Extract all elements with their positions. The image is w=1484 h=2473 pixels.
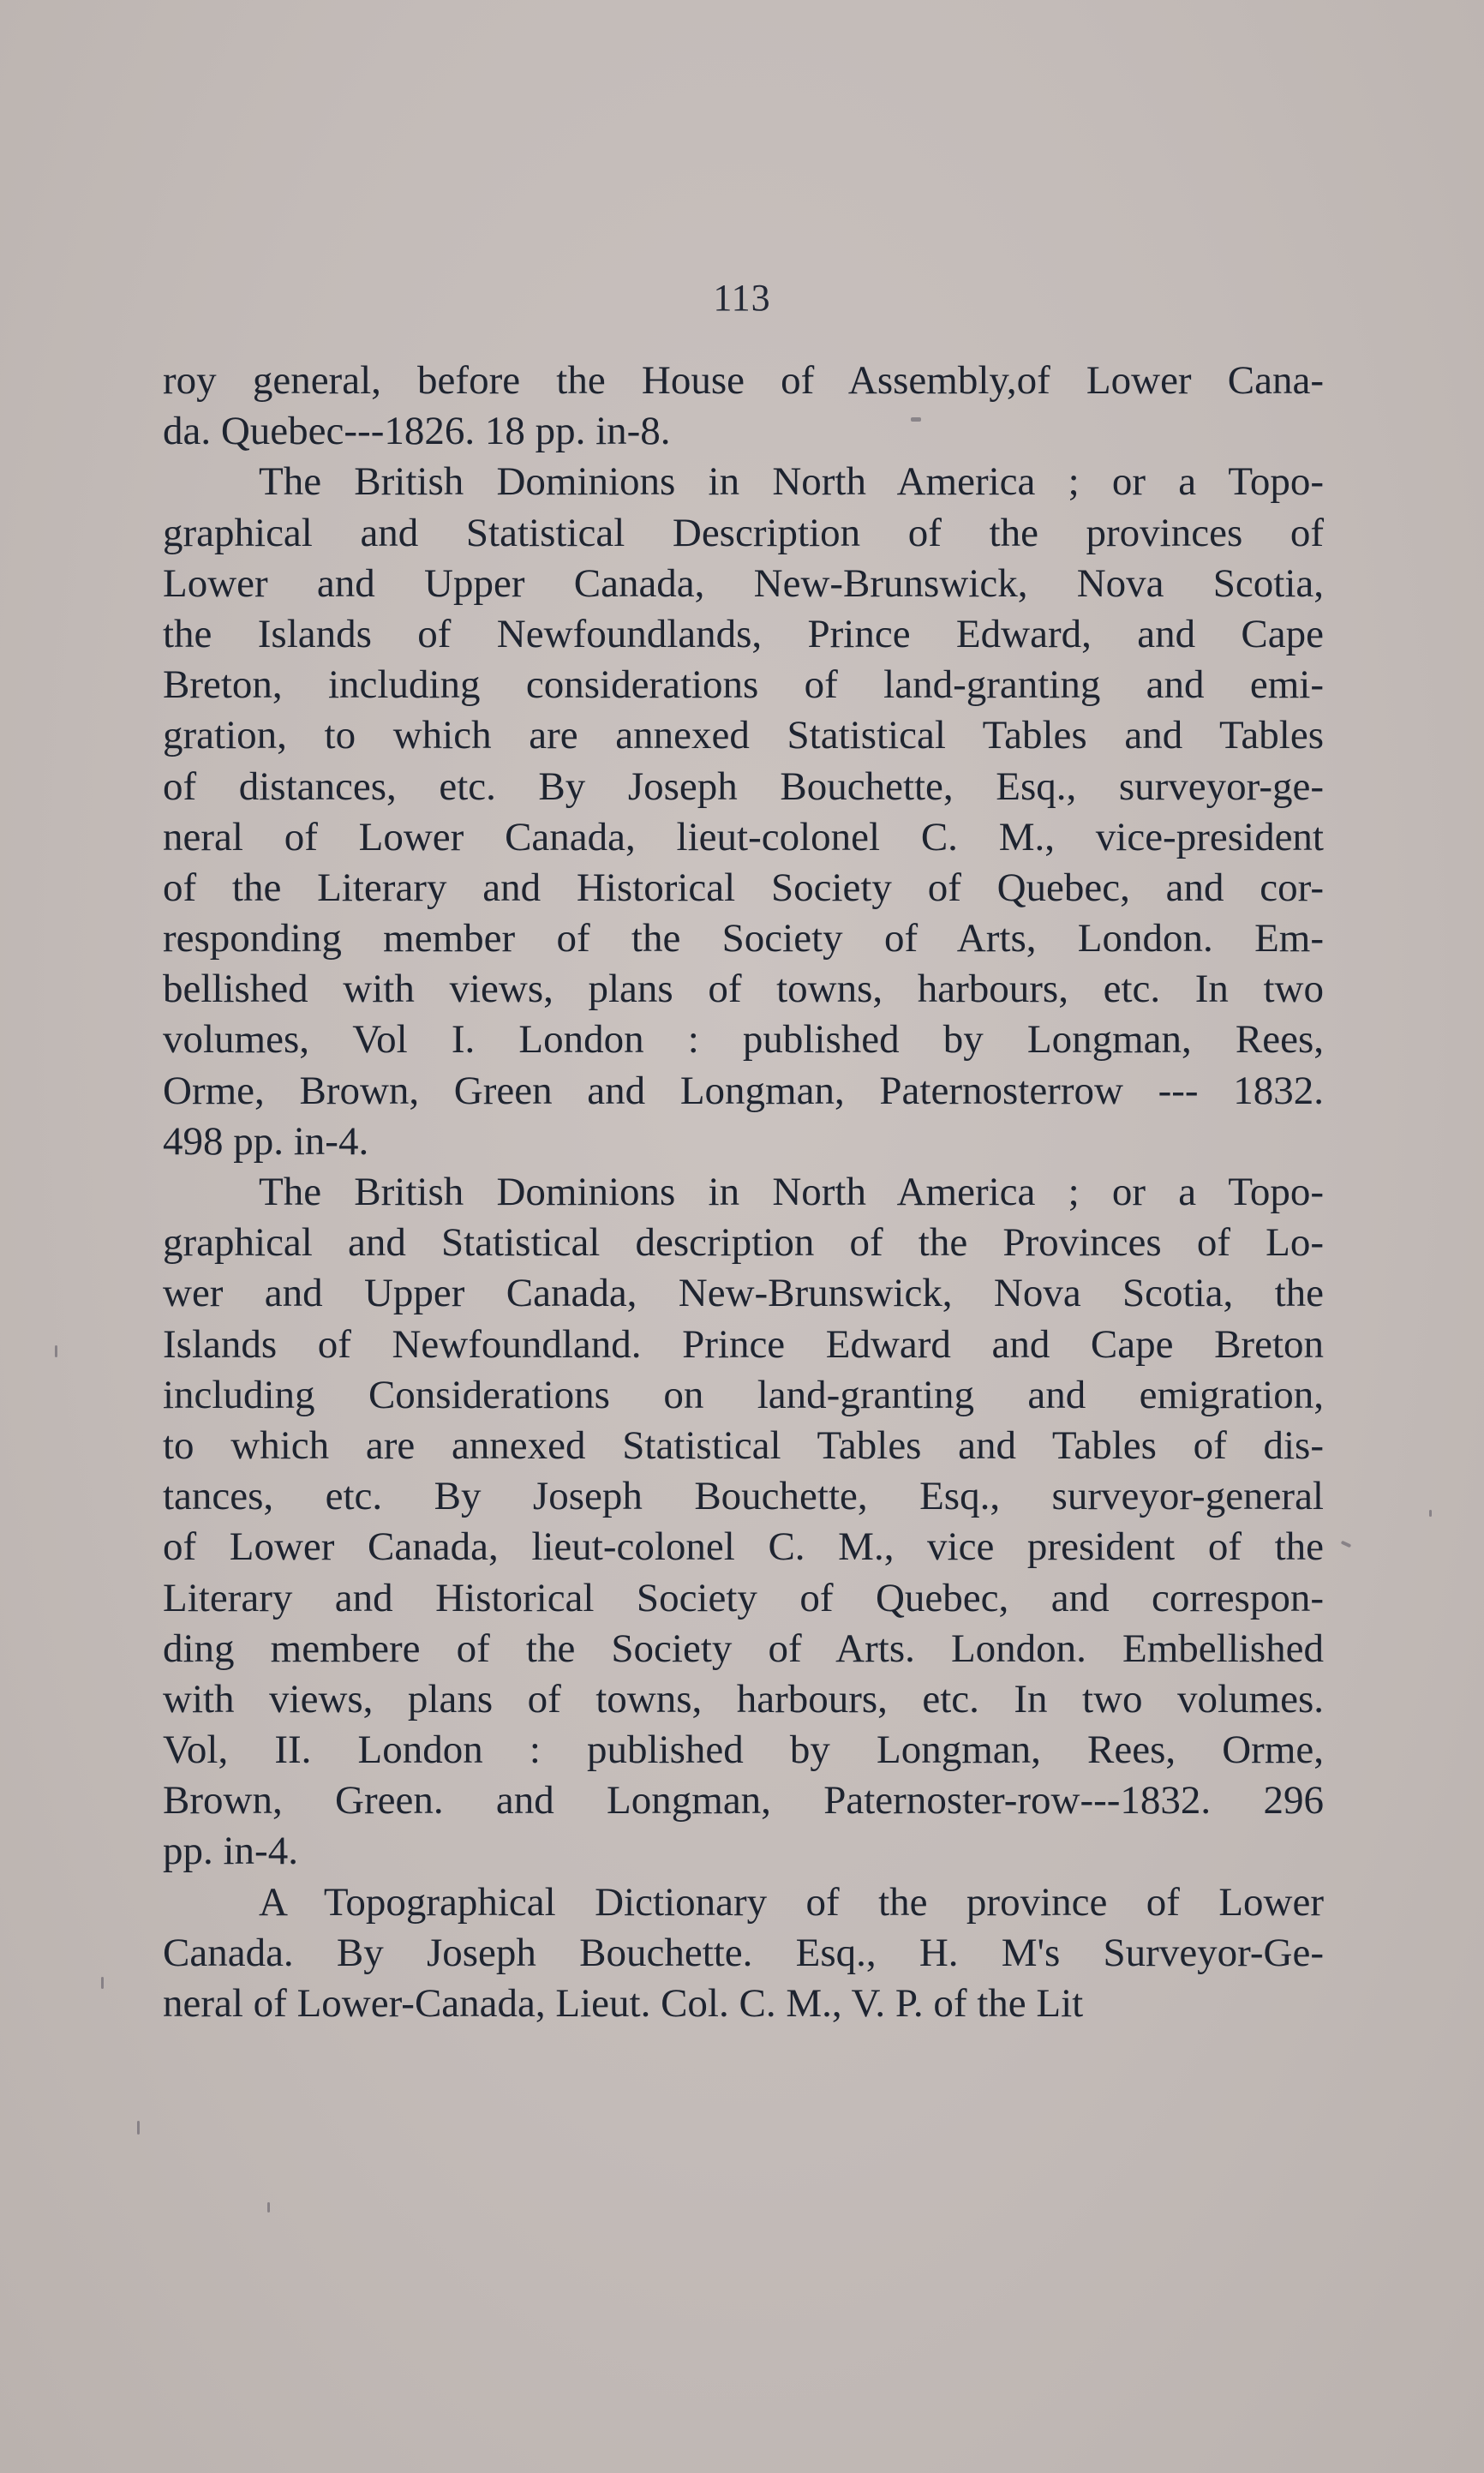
paper-speck bbox=[101, 1977, 104, 1989]
text-line: tances, etc. By Joseph Bouchette, Esq., surveyor-general bbox=[163, 1474, 1324, 1519]
text-line: of the Literary and Historical Society of Quebec, and cor- bbox=[163, 865, 1324, 910]
text-line: Breton, including considerations of land-granting and emi- bbox=[163, 662, 1324, 708]
text-line: responding member of the Society of Arts, London. Em- bbox=[163, 916, 1324, 961]
text-line: The British Dominions in North America ; or a Topo- bbox=[259, 459, 1324, 505]
text-line: neral of Lower Canada, lieut-colonel C. M., vice-president bbox=[163, 814, 1324, 859]
text-line: roy general, before the House of Assembly,of Lower Cana- bbox=[163, 358, 1324, 403]
text-line: Islands of Newfoundland. Prince Edward and Cape Breton bbox=[163, 1321, 1324, 1367]
text-line: including Considerations on land-granting and emigration, bbox=[163, 1372, 1324, 1417]
paper-speck bbox=[55, 1345, 57, 1357]
text-line: bellished with views, plans of towns, harbours, etc. In two bbox=[163, 967, 1324, 1012]
text-line: The British Dominions in North America ; or a Topo- bbox=[259, 1170, 1324, 1214]
text-line: wer and Upper Canada, New-Brunswick, Nova Scotia, the bbox=[163, 1271, 1324, 1316]
text-line: Vol, II. London : published by Longman, Rees, Orme, bbox=[163, 1728, 1324, 1773]
text-line: Lower and Upper Canada, New-Brunswick, Nova Scotia, bbox=[163, 560, 1324, 606]
text-line: graphical and Statistical description of the Provinces of Lo- bbox=[163, 1220, 1324, 1266]
text-line: of distances, etc. By Joseph Bouchette, Esq., surveyor-ge- bbox=[163, 763, 1324, 809]
text-line: A Topographical Dictionary of the province of Lower bbox=[259, 1879, 1324, 1925]
text-line: 498 pp. in-4. bbox=[163, 1118, 369, 1164]
text-line: Orme, Brown, Green and Longman, Paternosterrow --- 1832. bbox=[163, 1068, 1324, 1113]
body-text bbox=[163, 356, 1324, 2029]
text-line: gration, to which are annexed Statistical Tables and Tables bbox=[163, 713, 1324, 758]
text-line: ding membere of the Society of Arts. London. Embellished bbox=[163, 1626, 1324, 1671]
paper-speck bbox=[911, 417, 921, 422]
paper-speck bbox=[137, 2121, 140, 2135]
text-line: neral of Lower-Canada, Lieut. Col. C. M., V. P. of the Lit bbox=[163, 1981, 1084, 2026]
paper-speck bbox=[267, 2202, 270, 2213]
text-line: to which are annexed Statistical Tables and Tables of dis- bbox=[163, 1422, 1324, 1468]
paper-speck bbox=[1341, 1541, 1352, 1548]
paper-speck bbox=[1429, 1510, 1432, 1517]
page-number: 113 bbox=[713, 277, 771, 319]
text-line: da. Quebec---1826. 18 pp. in-8. bbox=[163, 409, 671, 454]
text-line: Literary and Historical Society of Quebec, and correspon- bbox=[163, 1575, 1324, 1620]
text-line: Canada. By Joseph Bouchette. Esq., H. M's Surveyor-Ge- bbox=[163, 1930, 1324, 1975]
text-line: volumes, Vol I. London : published by Longman, Rees, bbox=[163, 1017, 1324, 1063]
text-line: Brown, Green. and Longman, Paternoster-row---1832. 296 bbox=[163, 1778, 1324, 1823]
text-line: graphical and Statistical Description of the provinces of bbox=[163, 510, 1324, 555]
text-line: the Islands of Newfoundlands, Prince Edward, and Cape bbox=[163, 611, 1324, 656]
text-line: with views, plans of towns, harbours, etc. In two volumes. bbox=[163, 1676, 1324, 1722]
text-line: pp. in-4. bbox=[163, 1829, 298, 1874]
text-line: of Lower Canada, lieut-colonel C. M., vice president of the bbox=[163, 1524, 1324, 1570]
